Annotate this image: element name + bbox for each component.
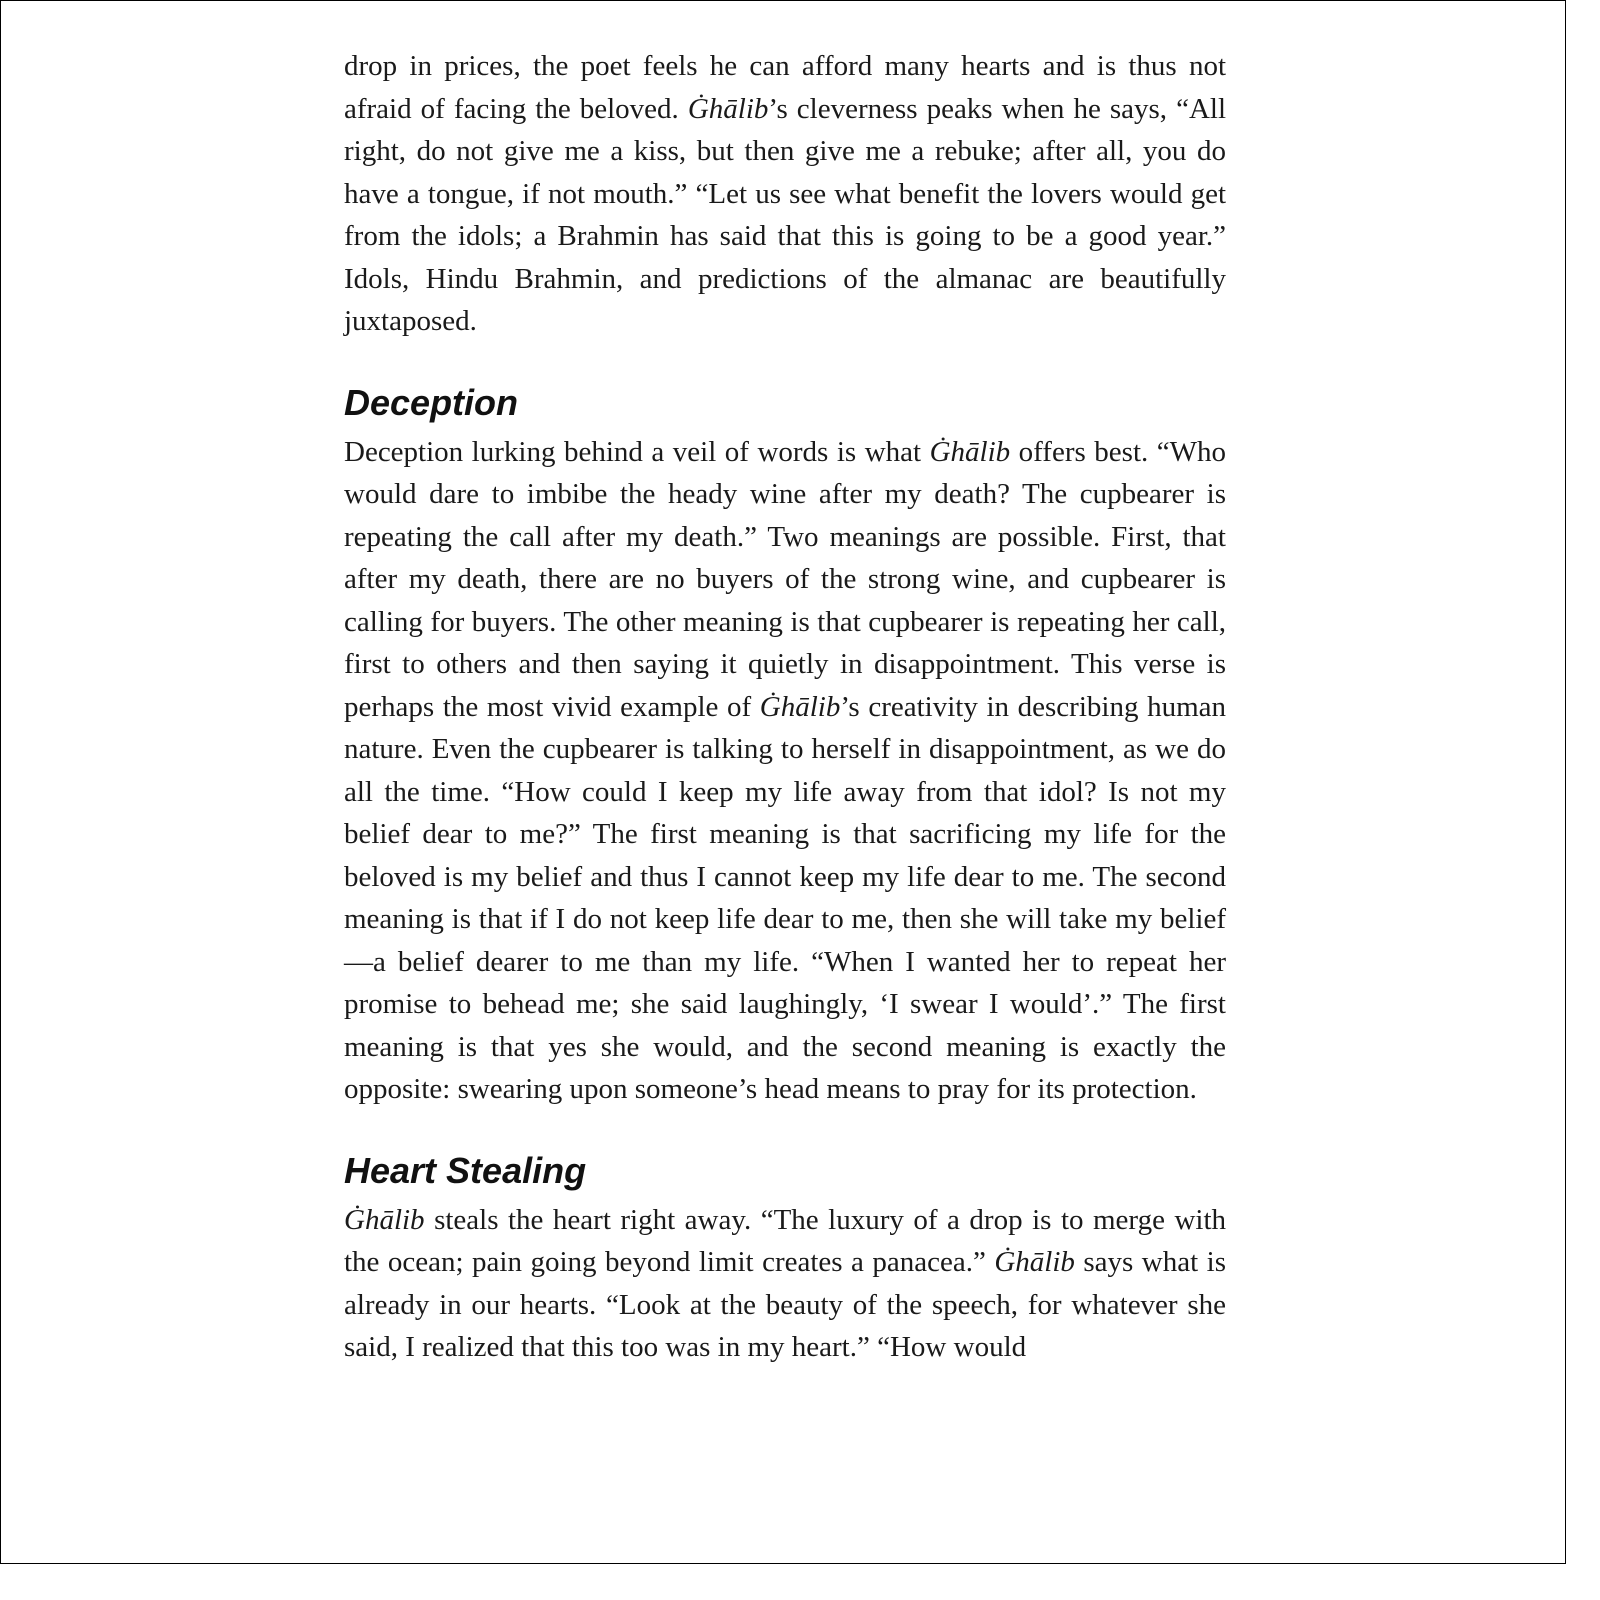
section-heading-heart-stealing: Heart Stealing <box>344 1149 587 1191</box>
page-content <box>344 45 1226 1369</box>
italic-name: Ġhālib <box>929 435 1011 468</box>
paragraph-deception: Deception lurking behind a veil of words is what Ġhālib offers best. “Who would dare to imbibe the heady wine after my death? The cupbearer is repeating the call after my death.” Two meanings are possible. First, that after my death, there are no buyers of the strong wine, and cupbearer is calling for buyers. The other meaning is that cupbearer is repeating her call, first to others and then saying it quietly in disappointment. This verse is perhaps the most vivid example of Ġhālib’s creativity in describing human nature. Even the cupbearer is talking to herself in disappointment, as we do all the time. “How could I keep my life away from that idol? Is not my belief dear to me?” The first meaning is that sacrificing my life for the beloved is my belief and thus I cannot keep my life dear to me. The second meaning is that if I do not keep life dear to me, then she will take my belief—a belief dearer to me than my life. “When I wanted her to repeat her promise to behead me; she said laughingly, ‘I swear I would’.” The first meaning is that yes she would, and the second meaning is exactly the opposite: swearing upon someone’s head means to pray for its protection. <box>344 435 1227 1105</box>
paragraph-heart-stealing: Ġhālib steals the heart right away. “The luxury of a drop is to merge with the ocean; pain going beyond limit creates a panacea.” Ġhālib says what is already in our hearts. “Look at the beauty of the speech, for whatever she said, I realized that this too was in my heart.” “How would <box>344 1203 1226 1363</box>
italic-name: Ġhālib <box>687 92 769 125</box>
section-heading-deception: Deception <box>344 381 519 423</box>
italic-name: Ġhālib <box>344 1203 425 1236</box>
italic-name: Ġhālib <box>759 690 841 723</box>
italic-name: Ġhālib <box>994 1246 1075 1278</box>
paragraph-intro: drop in prices, the poet feels he can afford many hearts and is thus not afraid of facing the beloved. Ġhālib’s cleverness peaks when he says, “All right, do not give me a kiss, but then give me a rebuke; after all, you do have a tongue, if not mouth.” “Let us see what benefit the lovers would get from the idols; a Brahmin has said that this is going to be a good year.” Idols, Hindu Brahmin, and predictions of the almanac are beautifully juxtaposed. <box>344 50 1227 337</box>
